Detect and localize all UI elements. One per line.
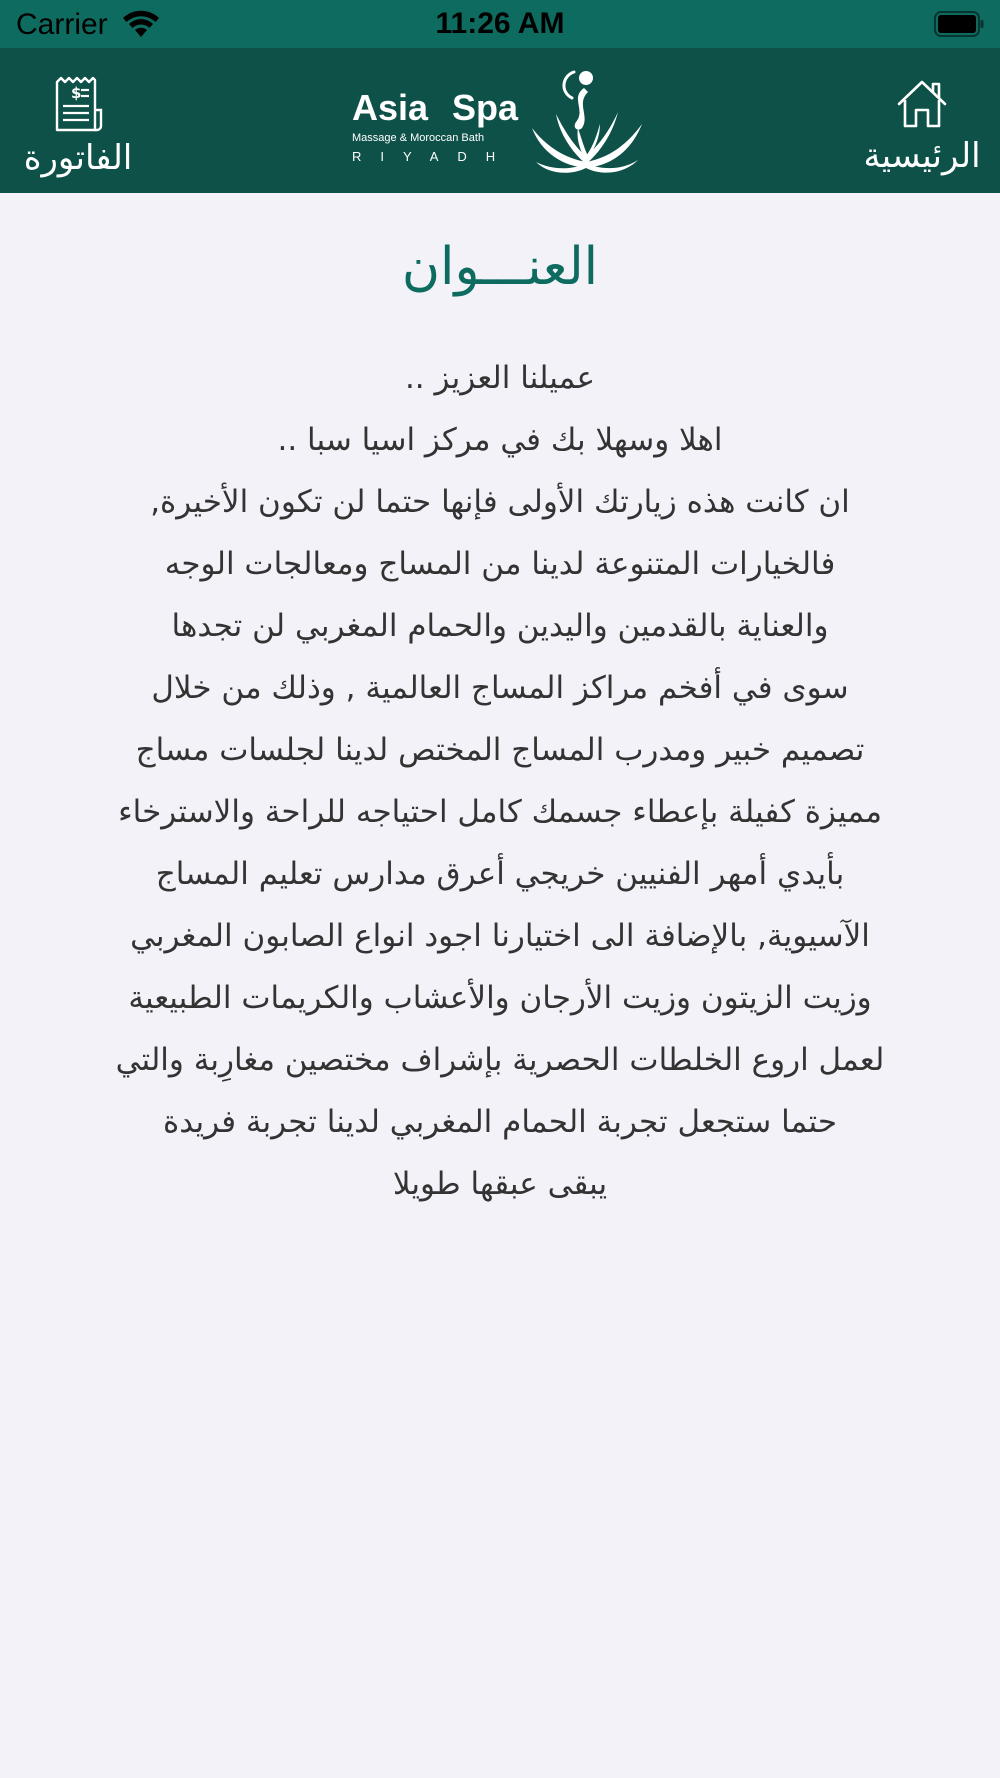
status-bar: [0, 0, 1000, 48]
text-line: سوى في أفخم مراكز المساج العالمية , وذلك من خلال: [151, 670, 849, 706]
text-line: يبقى عبقها طويلا: [392, 1166, 608, 1202]
logo-city: RIYADH: [352, 149, 515, 164]
text-line: الآسيوية, بالإضافة الى اختيارنا اجود انواع الصابون المغربي: [130, 918, 870, 954]
page-title: العنـــوان: [401, 237, 599, 297]
logo-title: Asia Spa: [352, 87, 519, 128]
status-time: 11:26 AM: [435, 7, 565, 40]
text-line: مميزة كفيلة بإعطاء جسمك كامل احتياجه للراحة والاسترخاء: [118, 794, 882, 830]
lotus-figure-icon: [524, 58, 650, 183]
invoice-receipt-icon: [51, 76, 105, 132]
logo-text: [352, 88, 517, 166]
invoice-button[interactable]: [8, 76, 148, 178]
navigation-bar: [0, 48, 1000, 193]
home-label: الرئيسية: [863, 136, 981, 176]
text-line: ان كانت هذه زيارتك الأولى فإنها حتما لن تكون الأخيرة,: [150, 484, 850, 520]
text-line: لعمل اروع الخلطات الحصرية بإشراف مختصين مغارِبة والتي: [115, 1042, 885, 1078]
text-line: فالخيارات المتنوعة لدينا من المساج ومعالجات الوجه: [164, 546, 836, 582]
text-line: اهلا وسهلا بك في مركز اسيا سبا ..: [277, 422, 723, 458]
logo-subtitle: Massage & Moroccan Bath: [352, 132, 485, 144]
text-line: عميلنا العزيز ..: [404, 360, 596, 396]
carrier-label: Carrier: [16, 8, 108, 41]
text-line: حتما ستجعل تجربة الحمام المغربي لدينا تجربة فريدة: [163, 1104, 837, 1140]
text-line: وزيت الزيتون وزيت الأرجان والأعشاب والكريمات الطبيعية: [128, 980, 872, 1016]
home-icon: [895, 78, 949, 130]
text-line: بأيدي أمهر الفنيين خريجي أعرق مدارس تعليم المساج: [155, 856, 845, 892]
svg-text:$: $: [71, 84, 82, 102]
home-button[interactable]: [852, 78, 992, 176]
welcome-text: [70, 347, 930, 1215]
main-content: [0, 193, 1000, 1215]
text-line: تصميم خبير ومدرب المساج المختص لدينا لجلسات مساج: [135, 732, 865, 768]
invoice-label: الفاتورة: [23, 138, 133, 178]
text-line: والعناية بالقدمين واليدين والحمام المغربي لن تجدها: [171, 608, 829, 644]
asia-spa-logo: [352, 58, 652, 183]
battery-icon: [934, 11, 984, 37]
